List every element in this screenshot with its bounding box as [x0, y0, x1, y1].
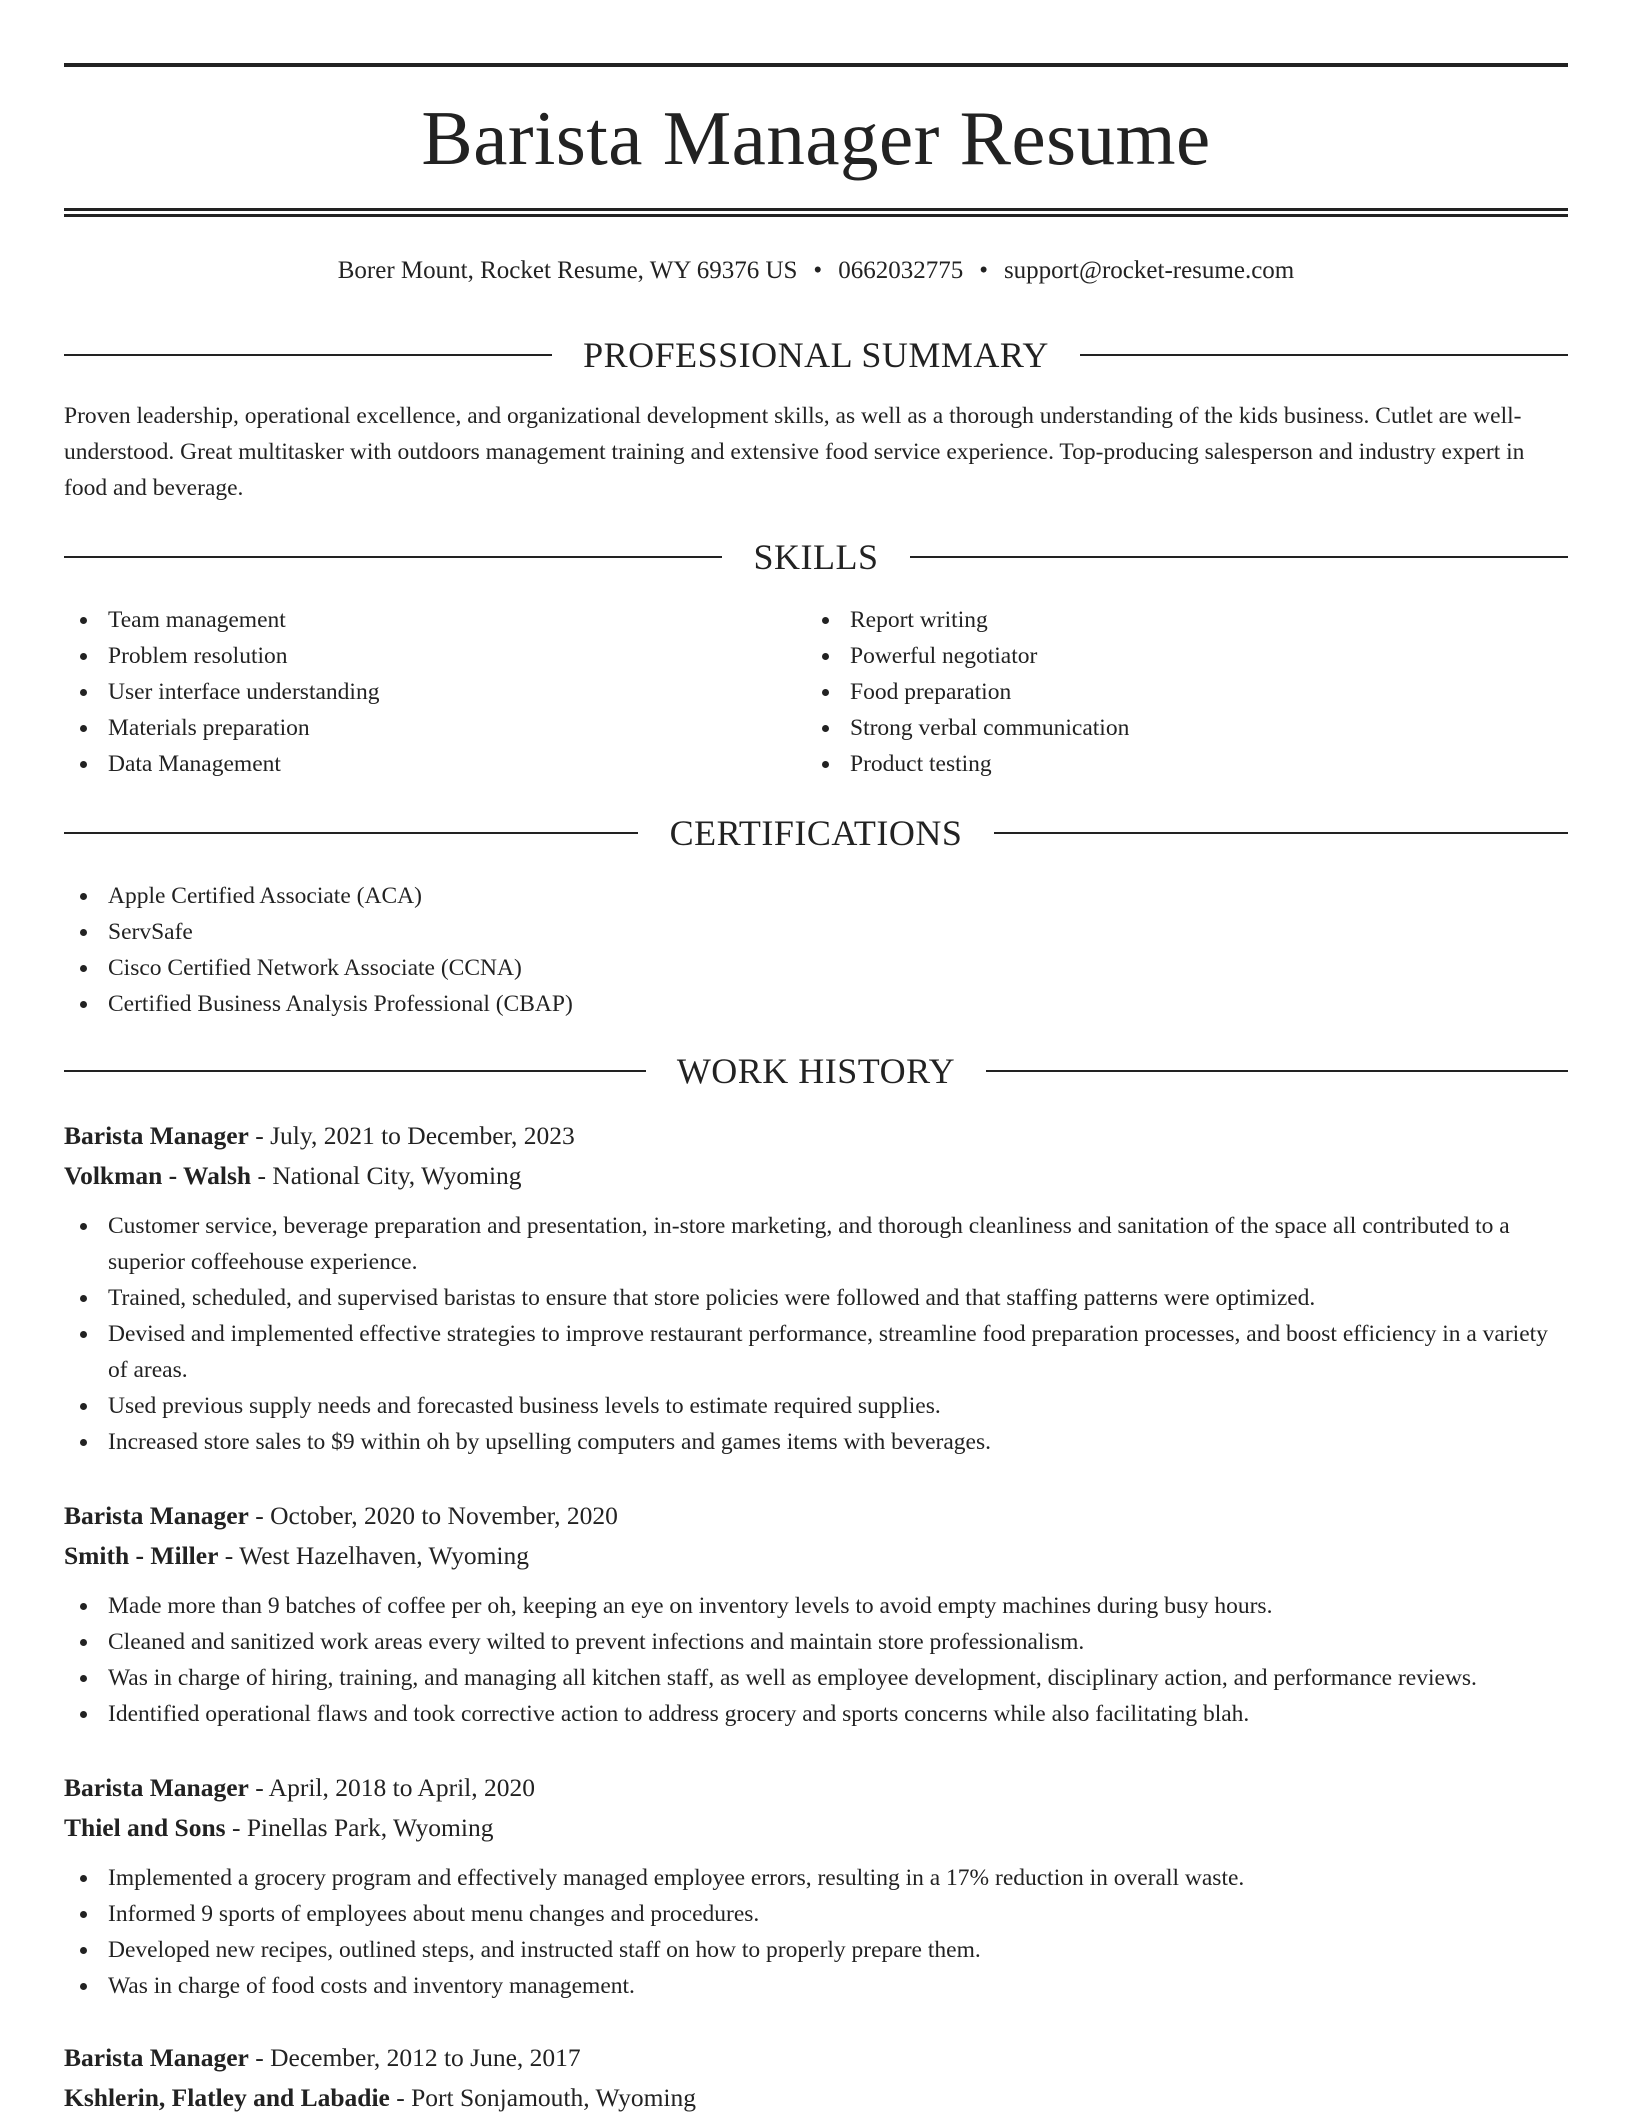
section-header-summary	[64, 332, 1568, 378]
job-company: Volkman - Walsh	[64, 1161, 252, 1190]
job-location: - Pinellas Park, Wyoming	[225, 1813, 494, 1842]
section-rule	[910, 556, 1568, 558]
job-company: Thiel and Sons	[64, 1813, 226, 1842]
contact-phone: 0662032775	[838, 257, 964, 284]
contact-separator: •	[979, 257, 988, 284]
job-dates: - October, 2020 to November, 2020	[248, 1501, 618, 1530]
job-bullet: Was in charge of food costs and inventory management.	[64, 1968, 1568, 2004]
section-header-skills	[64, 534, 1568, 580]
job-bullet: Identified operational flaws and took corrective action to address grocery and sports concerns while also facilitating blah.	[64, 1696, 1568, 1732]
skills-left-column	[64, 602, 764, 782]
job-bullet: Was in charge of hiring, training, and managing all kitchen staff, as well as employee development, disciplinary action, and performance reviews.	[64, 1660, 1568, 1696]
skill-item: Product testing	[806, 746, 1506, 782]
double-rule	[64, 208, 1568, 217]
certification-item: Certified Business Analysis Professional (CBAP)	[64, 986, 1064, 1022]
job-entry	[64, 1768, 1568, 2004]
job-title-line	[64, 2038, 1568, 2078]
job-dates: - April, 2018 to April, 2020	[248, 1773, 536, 1802]
job-bullet: Trained, scheduled, and supervised baristas to ensure that store policies were followed and that staffing patterns were optimized.	[64, 1280, 1568, 1316]
contact-line	[64, 254, 1568, 288]
job-bullets	[64, 1588, 1568, 1732]
section-title-work-history: WORK HISTORY	[676, 1051, 956, 1091]
certification-item: Cisco Certified Network Associate (CCNA)	[64, 950, 1064, 986]
section-header-work-history	[64, 1048, 1568, 1094]
skill-item: Powerful negotiator	[806, 638, 1506, 674]
job-company-line	[64, 1156, 1568, 1196]
job-bullet: Informed 9 sports of employees about menu changes and procedures.	[64, 1896, 1568, 1932]
job-bullet: Increased store sales to $9 within oh by upselling computers and games items with beverages.	[64, 1424, 1568, 1460]
job-location: - West Hazelhaven, Wyoming	[218, 1541, 529, 1570]
skill-item: Food preparation	[806, 674, 1506, 710]
job-dates: - July, 2021 to December, 2023	[248, 1121, 575, 1150]
section-title-summary: PROFESSIONAL SUMMARY	[583, 335, 1049, 375]
job-bullets	[64, 1860, 1568, 2004]
job-bullet: Made more than 9 batches of coffee per oh, keeping an eye on inventory levels to avoid empty machines during busy hours.	[64, 1588, 1568, 1624]
contact-address: Borer Mount, Rocket Resume, WY 69376 US	[337, 257, 798, 284]
job-location: - National City, Wyoming	[251, 1161, 522, 1190]
job-dates: - December, 2012 to June, 2017	[248, 2043, 581, 2072]
skill-item: Materials preparation	[64, 710, 764, 746]
skill-item: Strong verbal communication	[806, 710, 1506, 746]
job-bullet: Developed new recipes, outlined steps, and instructed staff on how to properly prepare them.	[64, 1932, 1568, 1968]
job-entry	[64, 1496, 1568, 1732]
job-location: - Port Sonjamouth, Wyoming	[389, 2083, 696, 2112]
job-company-line	[64, 1536, 1568, 1576]
section-rule	[994, 832, 1568, 834]
job-bullet: Cleaned and sanitized work areas every wilted to prevent infections and maintain store professionalism.	[64, 1624, 1568, 1660]
job-bullet: Used previous supply needs and forecasted business levels to estimate required supplies.	[64, 1388, 1568, 1424]
skills-right-column	[806, 602, 1506, 782]
skill-item: Team management	[64, 602, 764, 638]
certification-item: Apple Certified Associate (ACA)	[64, 878, 1064, 914]
job-title: Barista Manager	[64, 1773, 249, 1802]
job-title-line	[64, 1116, 1568, 1156]
section-title-skills: SKILLS	[753, 537, 879, 577]
resume-title: Barista Manager Resume	[421, 95, 1211, 181]
skill-item: Data Management	[64, 746, 764, 782]
job-company-line	[64, 2078, 1568, 2118]
section-title-certifications: CERTIFICATIONS	[669, 813, 963, 853]
job-title: Barista Manager	[64, 1121, 249, 1150]
skill-item: Problem resolution	[64, 638, 764, 674]
section-header-certifications	[64, 810, 1568, 856]
summary-text: Proven leadership, operational excellence, and organizational development skills, as well as a thorough understanding of the kids business. Cutlet are well-understood. Great multitasker with outdoors management training and extensive food service experience. Top-producing salesperson and industry expert in food and beverage.	[64, 403, 1525, 501]
skill-item: User interface understanding	[64, 674, 764, 710]
section-rule	[1080, 354, 1568, 356]
job-title-line	[64, 1768, 1568, 1808]
job-company: Smith - Miller	[64, 1541, 219, 1570]
top-rule	[64, 63, 1568, 67]
job-title: Barista Manager	[64, 1501, 249, 1530]
job-company-line	[64, 1808, 1568, 1848]
certification-item: ServSafe	[64, 914, 1064, 950]
job-bullet: Implemented a grocery program and effectively managed employee errors, resulting in a 17% reduction in overall waste.	[64, 1860, 1568, 1896]
job-company: Kshlerin, Flatley and Labadie	[64, 2083, 390, 2112]
job-entry	[64, 2038, 1568, 2118]
contact-separator: •	[813, 257, 823, 284]
job-entry	[64, 1116, 1568, 1460]
contact-email[interactable]: support@rocket-resume.com	[1003, 257, 1295, 284]
skill-item: Report writing	[806, 602, 1506, 638]
section-rule	[986, 1070, 1568, 1072]
job-bullet: Devised and implemented effective strategies to improve restaurant performance, streamline food preparation processes, and boost efficiency in a variety of areas.	[64, 1316, 1568, 1388]
job-title-line	[64, 1496, 1568, 1536]
job-bullets	[64, 1208, 1568, 1460]
job-bullet: Customer service, beverage preparation and presentation, in-store marketing, and thorough cleanliness and sanitation of the space all contributed to a superior coffeehouse experience.	[64, 1208, 1568, 1280]
certifications-list	[64, 878, 1064, 1022]
job-title: Barista Manager	[64, 2043, 249, 2072]
